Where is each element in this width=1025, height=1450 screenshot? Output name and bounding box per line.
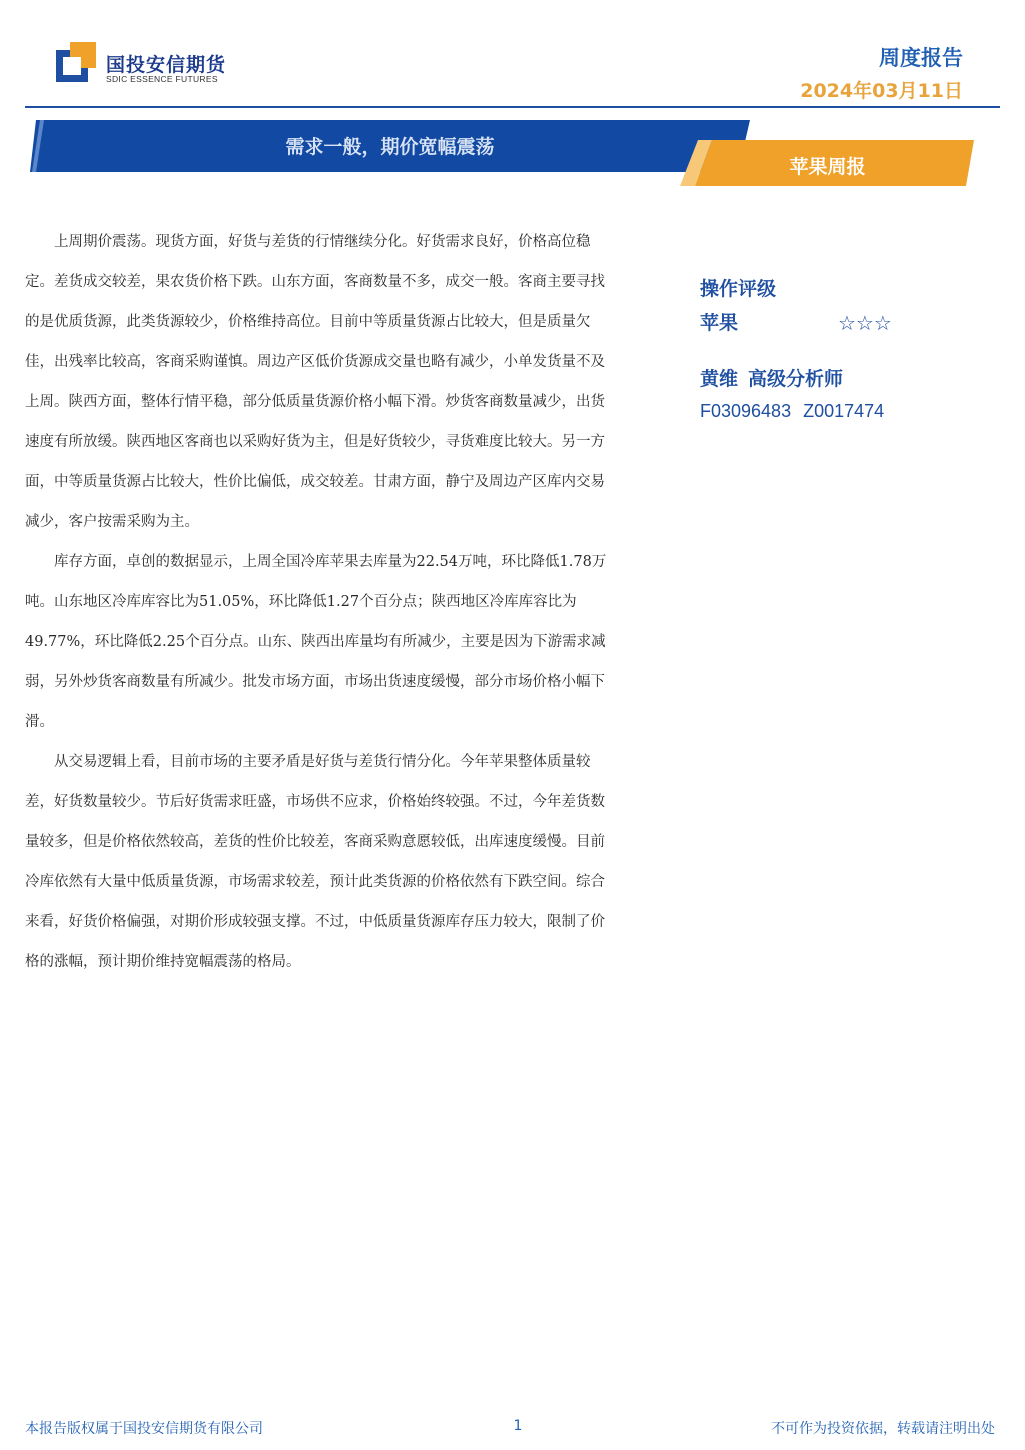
rating-row (700, 306, 980, 340)
paragraph-inventory: 库存方面，卓创的数据显示，上周全国冷库苹果去库量为22.54万吨，环比降低1.78万吨。山东地区冷库库容比为51.05%，环比降低1.27个百分点；陕西地区冷库库容比为49.77%，环比降低2.25个百分点。山东、陕西出库量均有所减少，主要是因为下游需求减弱，另外炒货客商数量有所减少。批发市场方面，市场出货速度缓慢，部分市场价格小幅下滑。 (25, 554, 607, 730)
company-name-cn: 国投安信期货 (106, 54, 227, 76)
sidebar (700, 272, 980, 426)
paragraph-spot-market: 上周期价震荡。现货方面，好货与差货的行情继续分化。好货需求良好，价格高位稳定。差货成交较差，果农货价格下跌。山东方面，客商数量不多，成交一般。客商主要寻找的是优质货源，此类货源较少，价格维持高位。目前中等质量货源占比较大，但是质量欠佳，出残率比较高，客商采购谨慎。周边产区低价货源成交量也略有减少，小单发货量不及上周。陕西方面，整体行情平稳，部分低质量货源价格小幅下滑。炒货客商数量减少，出货速度有所放缓。陕西地区客商也以采购好货为主，但是好货较少，寻货难度比较大。另一方面，中等质量货源占比较大，性价比偏低，成交较差。甘肃方面，静宁及周边产区库内交易减少，客户按需采购为主。 (25, 234, 605, 530)
analyst-title: 高级分析师 (748, 368, 844, 390)
paragraph-trading-logic: 从交易逻辑上看，目前市场的主要矛盾是好货与差货行情分化。今年苹果整体质量较差，好货数量较少。节后好货需求旺盛，市场供不应求，价格始终较强。不过，今年差货数量较多，但是价格依然较高，差货的性价比较差，客商采购意愿较低，出库速度缓慢。目前冷库依然有大量中低质量货源，市场需求较差，预计此类货源的价格依然有下跌空间。综合来看，好货价格偏强，对期价形成较强支撑。不过，中低质量货源库存压力较大，限制了价格的涨幅，预计期价维持宽幅震荡的格局。 (25, 754, 605, 970)
analyst-licenses (700, 396, 980, 426)
company-logo-icon (56, 42, 96, 82)
star-rating-icon: ☆☆☆ (838, 311, 892, 335)
banner-tag: 苹果周报 (789, 156, 866, 178)
header-divider (25, 106, 1000, 108)
license-number-2: Z0017474 (803, 401, 885, 421)
footer-disclaimer: 不可作为投资依据，转载请注明出处 (771, 1421, 995, 1437)
rating-label: 操作评级 (700, 278, 777, 300)
banner-title: 需求一般，期价宽幅震荡 (285, 136, 495, 158)
page-number: 1 (513, 1418, 523, 1434)
analyst-name: 黄维 (700, 368, 739, 390)
rating-product: 苹果 (700, 312, 739, 334)
report-body (25, 222, 615, 982)
report-type: 周度报告 (879, 46, 963, 70)
footer-copyright: 本报告版权属于国投安信期货有限公司 (25, 1421, 263, 1437)
report-date: 2024年03月11日 (800, 80, 963, 102)
company-name-en: SDIC ESSENCE FUTURES (106, 74, 218, 84)
analyst-info (700, 362, 980, 396)
license-number-1: F03096483 (700, 401, 792, 421)
